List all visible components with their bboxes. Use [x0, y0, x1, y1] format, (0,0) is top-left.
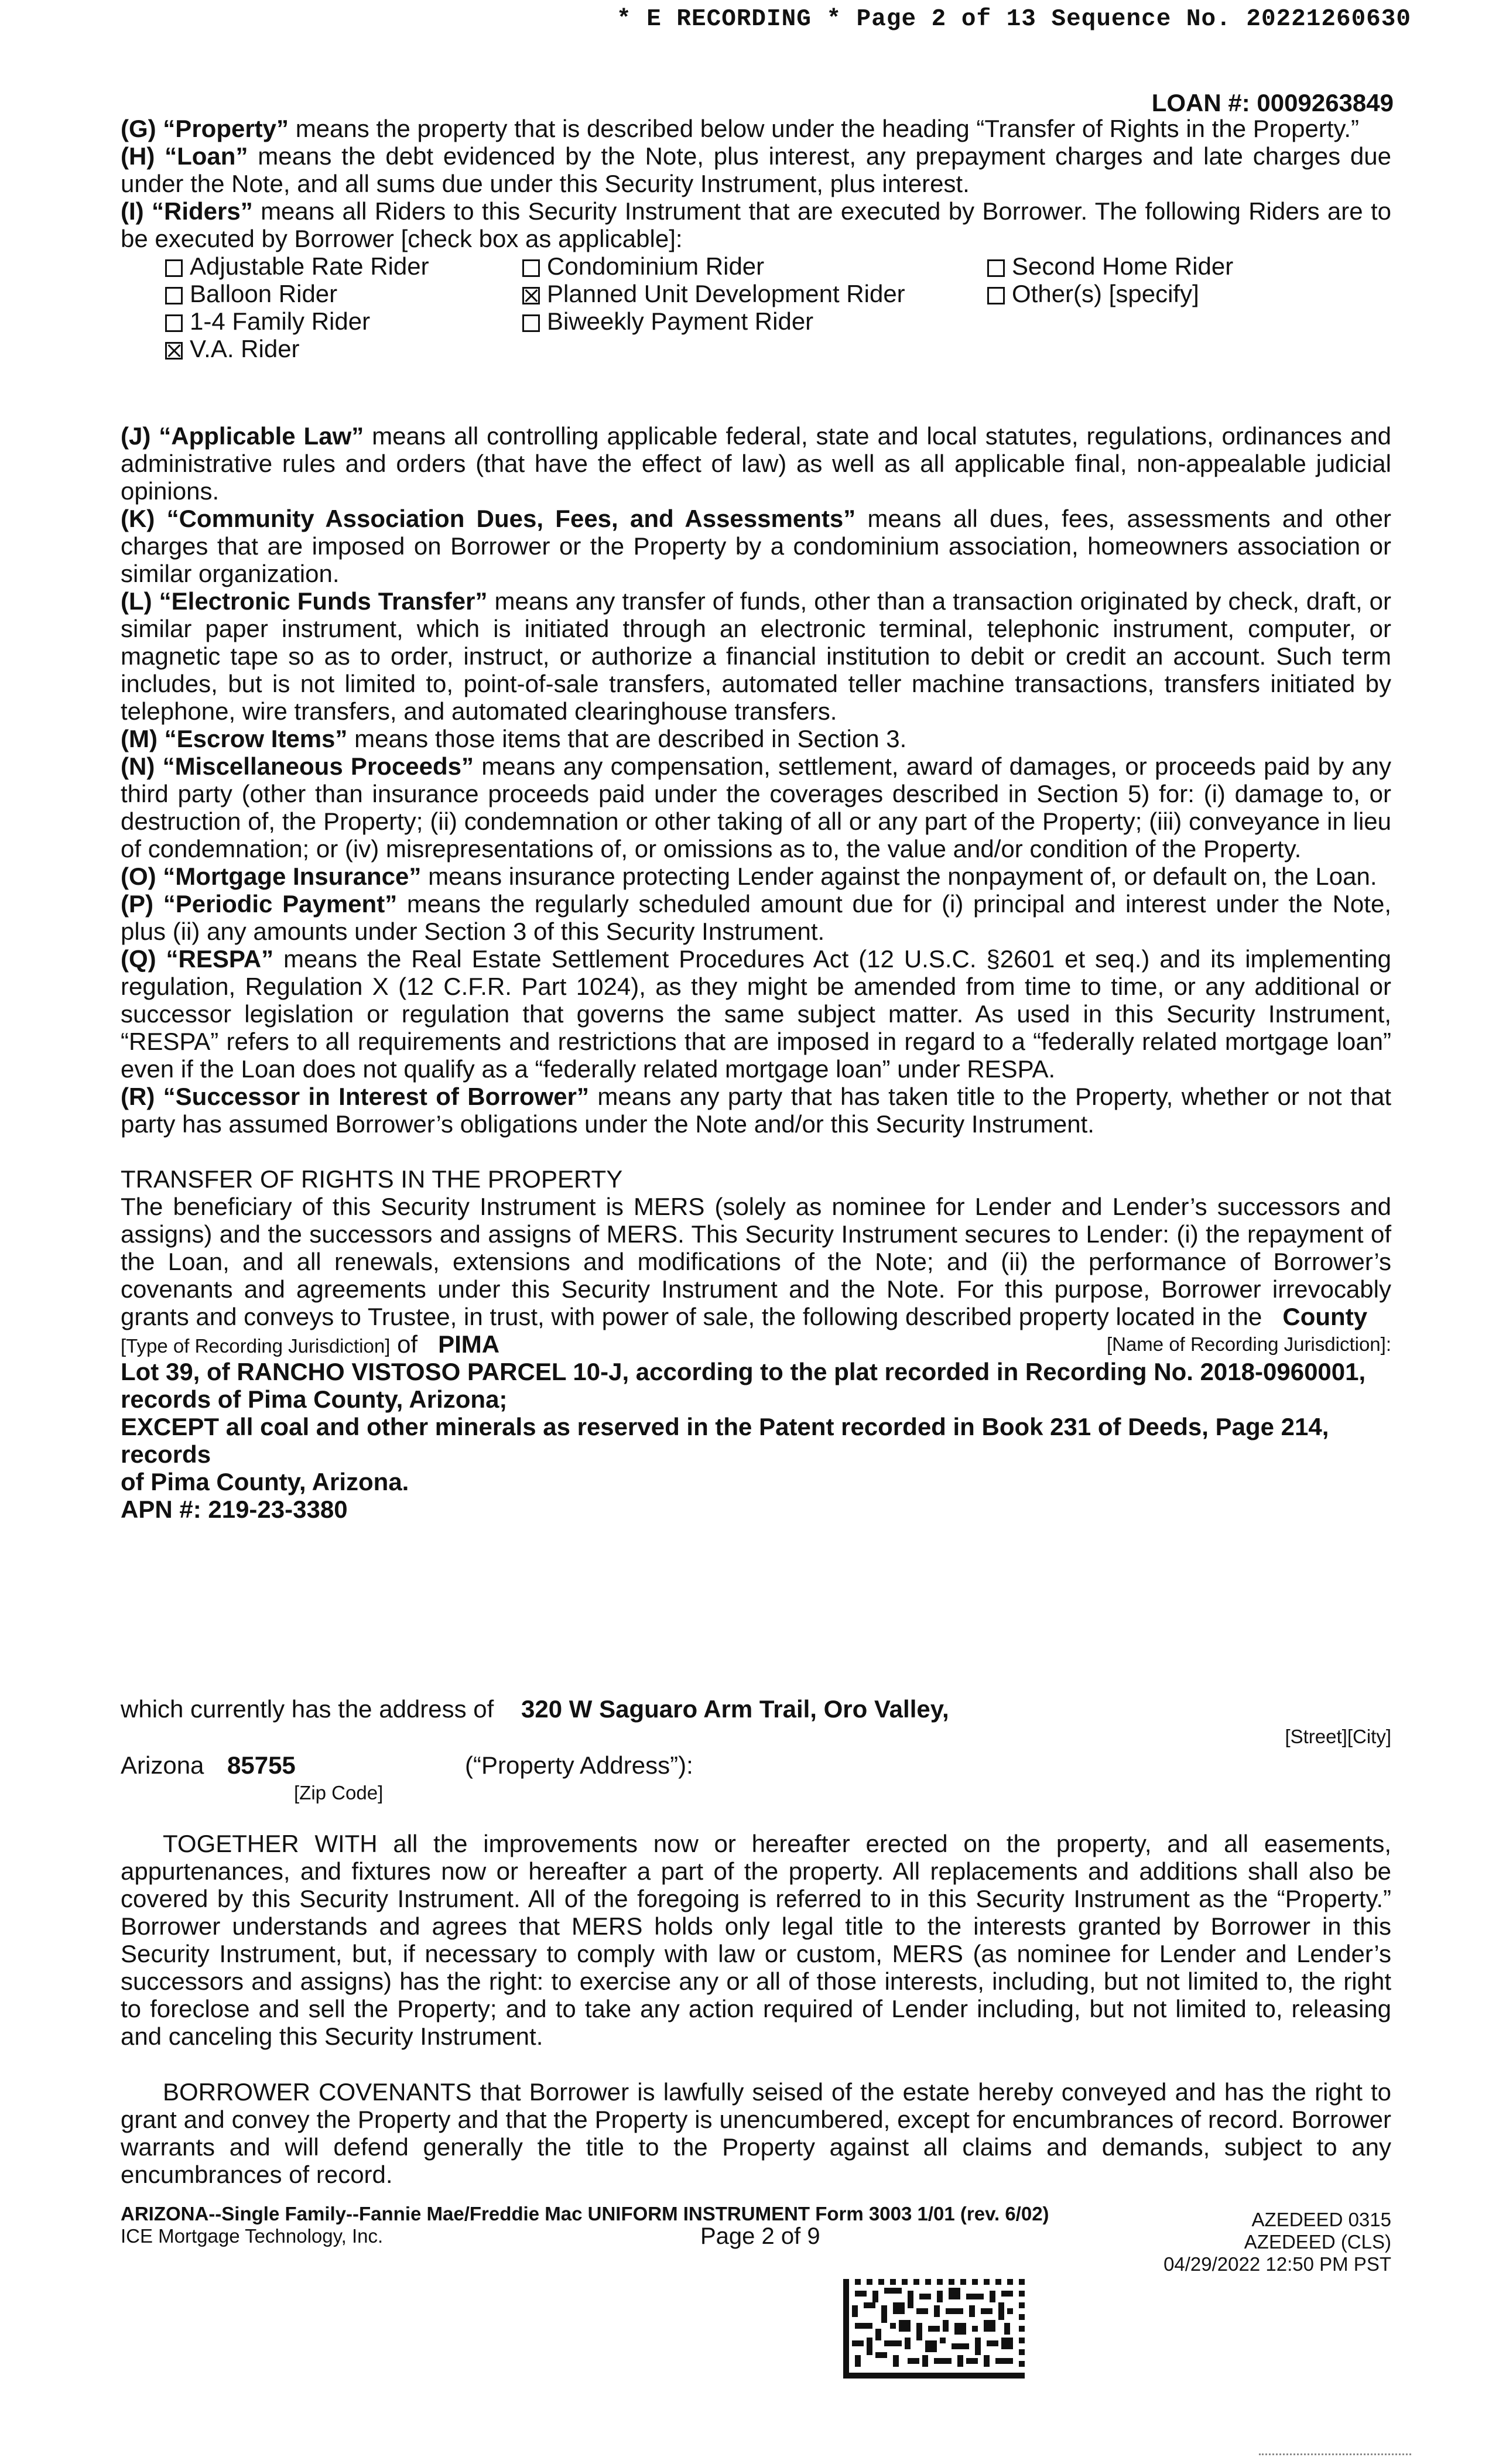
- address-street-city: 320 W Saguaro Arm Trail, Oro Valley,: [521, 1695, 949, 1723]
- rider-va[interactable]: [165, 335, 300, 362]
- definition-text: means the debt evidenced by the Note, plus interest, any prepayment charges and late charges due under the Note, and all sums due under this Security Instrument, plus interest.: [121, 142, 1392, 197]
- rider-biweekly-payment[interactable]: [522, 307, 813, 335]
- checkbox[interactable]: [987, 287, 1005, 304]
- rider-label: Condominium Rider: [547, 252, 765, 280]
- rider-label: V.A. Rider: [190, 335, 300, 362]
- definition-term: (H) “Loan”: [121, 142, 248, 170]
- definition-text: means all controlling applicable federal, state and local statutes, regulations, ordinances and administrative rules and orders (that have the effect of law) as well as all applicable final, non-appealable judicial opinions.: [121, 422, 1391, 505]
- rider-balloon[interactable]: [165, 280, 337, 307]
- riders-checklist: [121, 252, 1391, 367]
- checkbox[interactable]: [165, 259, 183, 277]
- rider-others[interactable]: [987, 280, 1199, 307]
- definition-text: means any transfer of funds, other than a transaction originated by check, draft, or similar paper instrument, which is initiated through an electronic terminal, telephonic instrument, computer, or magnetic tape so as to order, instruct, or authorize a financial institution to debit or credit an account. Such term includes, but is not limited to, point-of-sale transfers, automated teller machine transactions, transfers initiated by telephone, wire transfers, and automated clearinghouse transfers.: [121, 587, 1391, 725]
- definitions-section: [121, 115, 1391, 1523]
- transfer-paragraph: [121, 1193, 1391, 1330]
- definition-term: (R) “Successor in Interest of Borrower”: [121, 1083, 589, 1110]
- definition-text: means those items that are described in Section 3.: [347, 725, 907, 752]
- rider-label: Planned Unit Development Rider: [547, 280, 905, 307]
- definition-h: [121, 142, 1391, 197]
- legal-description-2: EXCEPT all coal and other minerals as reserved in the Patent recorded in Book 231 of Deeds, Page 214, records: [121, 1413, 1329, 1468]
- definition-term: (K) “Community Association Dues, Fees, and Assessments”: [121, 505, 856, 532]
- footer-code-2: AZEDEED (CLS): [1244, 2231, 1391, 2253]
- definition-term: (J) “Applicable Law”: [121, 422, 364, 450]
- address-state: Arizona: [121, 1751, 204, 1779]
- checkbox[interactable]: [522, 314, 540, 332]
- definition-n: [121, 752, 1391, 863]
- definition-text: means the property that is described below under the heading “Transfer of Rights in the Property.”: [289, 115, 1359, 142]
- transfer-heading: TRANSFER OF RIGHTS IN THE PROPERTY: [121, 1165, 623, 1193]
- definition-text: means any compensation, settlement, award of damages, or proceeds paid by any third party (other than insurance proceeds paid under the coverages described in Section 5) for: (i) damage to, or destruction of, the Property; (ii) condemnation or other taking of all or any part of the Property; (iii) conveyance in lieu of condemnation; or (iv) misrepresentations of, or omissions as to, the value and/or condition of the Property.: [121, 752, 1391, 863]
- definition-term: (O) “Mortgage Insurance”: [121, 863, 422, 890]
- jurisdiction-name: PIMA: [438, 1330, 500, 1358]
- footer-company: ICE Mortgage Technology, Inc.: [121, 2225, 384, 2247]
- rider-label: Adjustable Rate Rider: [190, 252, 429, 280]
- footer-page: Page 2 of 9: [700, 2223, 820, 2249]
- definition-term: (P) “Periodic Payment”: [121, 890, 398, 918]
- definition-term: (Q) “RESPA”: [121, 945, 274, 973]
- definition-term: (I) “Riders”: [121, 197, 253, 225]
- jurisdiction-row: [121, 1330, 1391, 1358]
- checkbox-checked[interactable]: [165, 342, 183, 360]
- definition-term: (N) “Miscellaneous Proceeds”: [121, 752, 474, 780]
- checkbox[interactable]: [522, 259, 540, 277]
- apn-number: APN #: 219-23-3380: [121, 1495, 348, 1523]
- borrower-covenants-paragraph: BORROWER COVENANTS that Borrower is lawfully seised of the estate hereby conveyed and has the right to grant and convey the Property and that the Property is unencumbered, except for encumbrances of record. Borrower warrants and will defend generally the title to the Property against all claims and demands, subject to any encumbrances of record.: [121, 2078, 1391, 2188]
- address-prefix: which currently has the address of: [121, 1695, 494, 1723]
- checkbox[interactable]: [987, 259, 1005, 277]
- definition-k: [121, 505, 1391, 587]
- rider-label: Balloon Rider: [190, 280, 338, 307]
- rider-label: Biweekly Payment Rider: [547, 307, 814, 335]
- definition-o: [121, 863, 1391, 890]
- jurisdiction-name-label: [Name of Recording Jurisdiction]:: [1106, 1333, 1391, 1355]
- checkbox-checked[interactable]: [522, 287, 540, 304]
- definition-text: means any party that has taken title to the Property, whether or not that party has assumed Borrower’s obligations under the Note and/or this Security Instrument.: [121, 1083, 1392, 1138]
- address-line-2: [121, 1751, 1391, 1803]
- address-line-1: [121, 1695, 1391, 1747]
- definition-q: [121, 945, 1391, 1083]
- legal-description-1: Lot 39, of RANCHO VISTOSO PARCEL 10-J, according to the plat recorded in Recording No. 2018-0960001, records of Pima County, Arizona;: [121, 1358, 1366, 1413]
- loan-number: LOAN #: 0009263849: [1151, 89, 1394, 117]
- together-with-paragraph: TOGETHER WITH all the improvements now or hereafter erected on the property, and all easements, appurtenances, and fixtures now or hereafter a part of the property. All replacements and additions shall also be covered by this Security Instrument. All of the foregoing is referred to in this Security Instrument as the “Property.” Borrower understands and agrees that MERS holds only legal title to the interests granted by Borrower in this Security Instrument, but, if necessary to comply with law or custom, MERS (as nominee for Lender and Lender’s successors and assigns) has the right: to exercise any or all of those interests, including, but not limited to, the right to foreclose and sell the Property; and to take any action required of Lender including, but not limited to, releasing and canceling this Security Instrument.: [121, 1830, 1391, 2050]
- address-zip: 85755: [227, 1751, 296, 1779]
- definition-m: [121, 725, 1391, 752]
- definition-g: [121, 115, 1391, 142]
- checkbox[interactable]: [165, 314, 183, 332]
- footer-form: ARIZONA--Single Family--Fannie Mae/Freddie Mac UNIFORM INSTRUMENT Form 3003 1/01 (rev. 6/02): [121, 2203, 1049, 2225]
- definition-text: means the Real Estate Settlement Procedures Act (12 U.S.C. §2601 et seq.) and its implementing regulation, Regulation X (12 C.F.R. Part 1024), as they might be amended from time to time, or any additional or successor legislation or regulation that governs the same subject matter. As used in this Security Instrument, “RESPA” refers to all requirements and restrictions that are imposed in regard to a “federally related mortgage loan” even if the Loan does not qualify as a “federally related mortgage loan” under RESPA.: [121, 945, 1391, 1083]
- jurisdiction-type-label: [Type of Recording Jurisdiction]: [121, 1335, 391, 1357]
- legal-description-3: of Pima County, Arizona.: [121, 1468, 409, 1495]
- street-city-label: [Street][City]: [1285, 1726, 1391, 1747]
- page-footer: [121, 2203, 1391, 2275]
- rider-planned-unit-development[interactable]: [522, 280, 905, 307]
- of-word: of: [397, 1330, 418, 1358]
- covenant-paragraphs: [121, 1830, 1391, 2216]
- definition-text: means the regularly scheduled amount due for (i) principal and interest under the Note, plus (ii) any amounts under Section 3 of this Security Instrument.: [121, 890, 1391, 945]
- definition-term: (M) “Escrow Items”: [121, 725, 348, 752]
- recording-header: * E RECORDING * Page 2 of 13 Sequence No. 20221260630: [616, 6, 1411, 33]
- transfer-text: The beneficiary of this Security Instrument is MERS (solely as nominee for Lender and Lender’s successors and assigns) and the successors and assigns of MERS. This Security Instrument secures to Lender: (i) the repayment of the Loan, and all renewals, extensions and modifications of the Note; and (ii) the performance of Borrower’s covenants and agreements under this Security Instrument and the Note. For this purpose, Borrower irrevocably grants and conveys to Trustee, in trust, with power of sale, the following described property located in the: [121, 1193, 1391, 1330]
- footer-timestamp: 04/29/2022 12:50 PM PST: [1163, 2253, 1391, 2275]
- property-address-label: (“Property Address”):: [465, 1751, 693, 1779]
- rider-1-4-family[interactable]: [165, 307, 370, 335]
- rider-second-home[interactable]: [987, 252, 1233, 280]
- definition-i: [121, 197, 1391, 252]
- footer-code-1: AZEDEED 0315: [1251, 2209, 1391, 2230]
- definition-r: [121, 1083, 1391, 1138]
- checkbox[interactable]: [165, 287, 183, 304]
- rider-adjustable-rate[interactable]: [165, 252, 429, 280]
- definition-text: means all Riders to this Security Instrument that are executed by Borrower. The following Riders are to be executed by Borrower [check box as applicable]:: [121, 197, 1392, 252]
- definition-term: (L) “Electronic Funds Transfer”: [121, 587, 488, 615]
- rider-label: Other(s) [specify]: [1012, 280, 1199, 307]
- definition-term: (G) “Property”: [121, 115, 289, 142]
- address-block: [121, 1695, 1391, 1803]
- rider-condominium[interactable]: [522, 252, 764, 280]
- definition-l: [121, 587, 1391, 725]
- scan-artifact-line: [1259, 2453, 1411, 2458]
- rider-label: Second Home Rider: [1012, 252, 1234, 280]
- definition-p: [121, 890, 1391, 945]
- barcode-icon: [843, 2279, 1025, 2379]
- zip-label: [Zip Code]: [294, 1782, 384, 1803]
- definition-text: means insurance protecting Lender against the nonpayment of, or default on, the Loan.: [421, 863, 1377, 890]
- definition-j: [121, 422, 1391, 505]
- county-label: County: [1282, 1303, 1368, 1330]
- definition-text: means all dues, fees, assessments and other charges that are imposed on Borrower or the Property by a condominium association, homeowners association or similar organization.: [121, 505, 1391, 587]
- footer-codes: [1163, 2209, 1391, 2275]
- rider-label: 1-4 Family Rider: [190, 307, 371, 335]
